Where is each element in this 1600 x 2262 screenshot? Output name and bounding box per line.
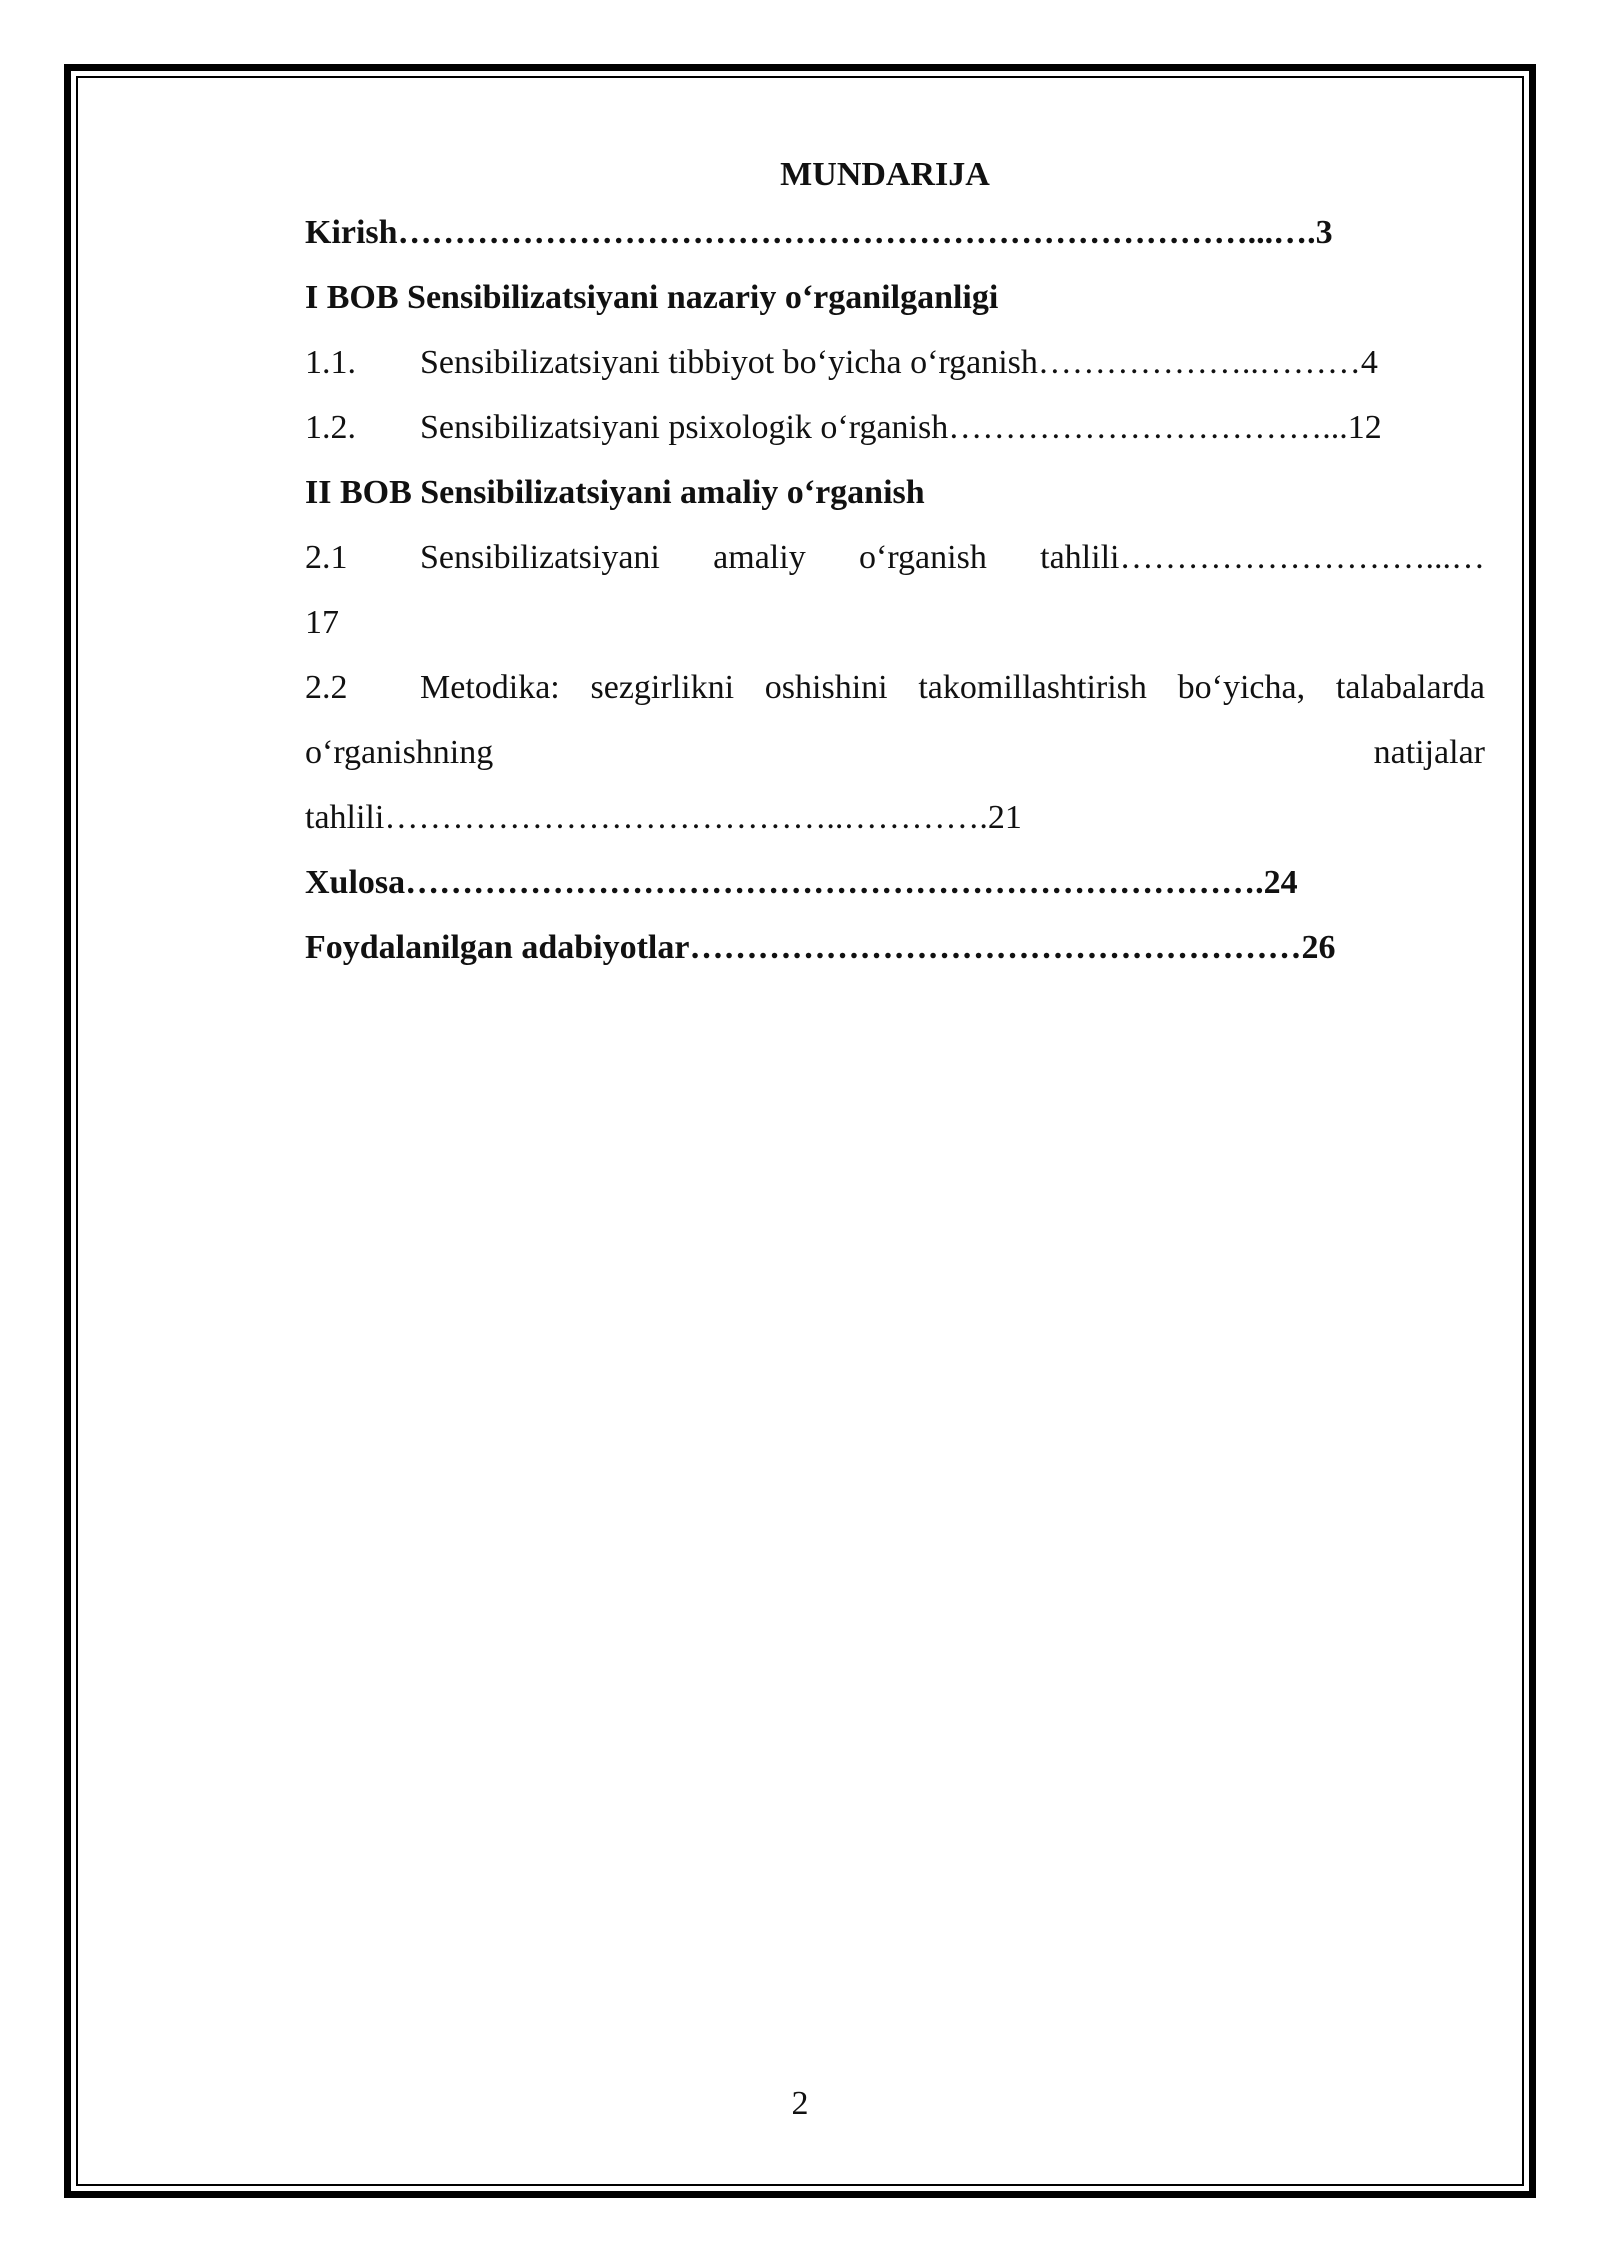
toc-entry-xulosa: Xulosa………………………………………………………………….24 [305,864,1298,901]
toc-entry-kirish: Kirish…………………………………………………………………...….3 [305,214,1333,251]
toc-word: amaliy [713,539,806,576]
toc-entry-2-1 [305,525,1485,590]
toc-title: MUNDARIJA [780,156,990,193]
toc-entry-number: 2.2 [305,669,348,706]
toc-entry-2-2-line3: tahlili…………………………………..………….21 [305,799,1022,836]
toc-word: o‘rganishning [305,734,494,771]
toc-entry-2-2-line2 [305,720,1485,785]
toc-chapter-2: II BOB Sensibilizatsiyani amaliy o‘rganish [305,474,925,511]
page-number: 2 [791,2085,809,2122]
toc-chapter-1: I BOB Sensibilizatsiyani nazariy o‘rganilganligi [305,279,999,316]
toc-entry-text [420,525,1485,590]
table-of-contents [305,150,1485,980]
toc-entry-2-1-page: 17 [305,604,339,641]
toc-entry-text: Metodika: sezgirlikni oshishini takomillashtirish bo‘yicha, talabalarda [420,669,1485,706]
toc-word: Sensibilizatsiyani [420,539,660,576]
toc-word: natijalar [1373,734,1485,771]
toc-entry-text: Sensibilizatsiyani tibbiyot bo‘yicha o‘rganish………………..………4 [420,344,1378,381]
toc-entry-2-2 [305,655,1485,720]
toc-entry-number: 1.2. [305,409,356,446]
toc-word: tahlili………………………...… [1040,539,1485,576]
toc-entry-number: 2.1 [305,539,348,576]
toc-entry-text: Sensibilizatsiyani psixologik o‘rganish……………………………...12 [420,409,1382,446]
toc-entry-1-2 [305,395,1485,460]
toc-entry-number: 1.1. [305,344,356,381]
toc-word: o‘rganish [859,539,987,576]
toc-entry-adabiyotlar: Foydalanilgan adabiyotlar………………………………………………26 [305,929,1336,966]
toc-entry-1-1 [305,330,1485,395]
